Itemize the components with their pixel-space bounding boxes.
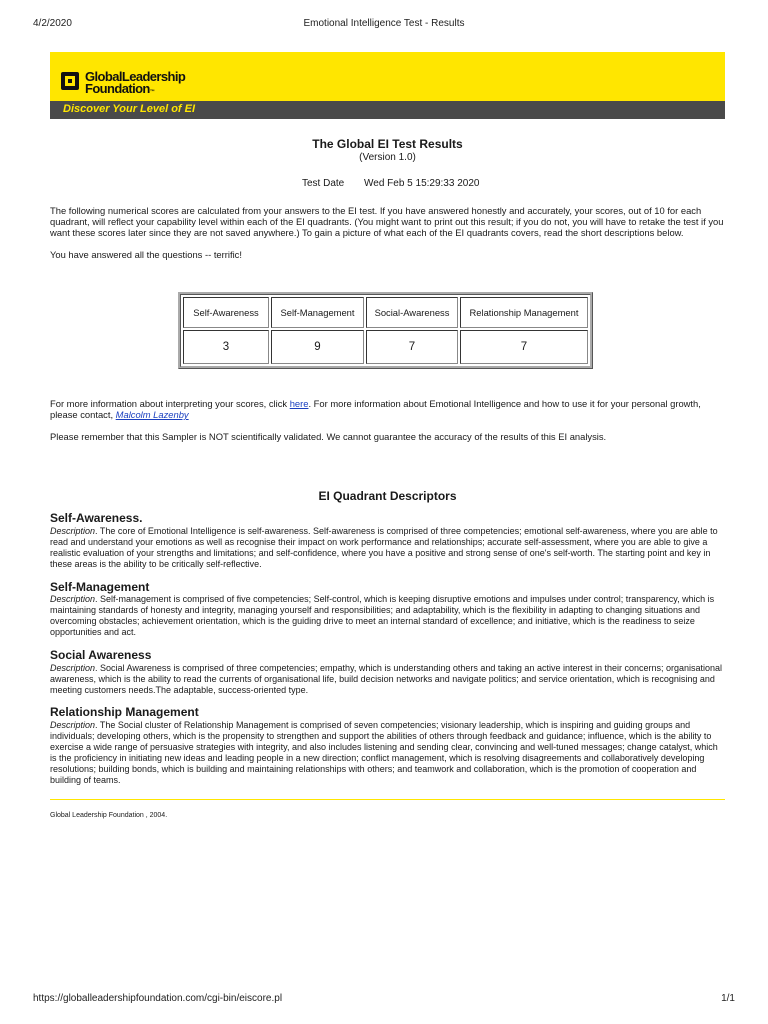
section-heading: Self-Awareness. [50,511,143,525]
descriptors-title: EI Quadrant Descriptors [318,489,457,503]
print-footer [33,993,735,1007]
interpret-scores-link[interactable]: here [289,398,309,409]
section-description: Description. The core of Emotional Intelligence is self-awareness. Self-awareness is comprised of three competencies; emotional self-awareness, where you are able to read and understand your emotions as well as recognise their impact on work performance and relationships; accurate self-assessment, where you are able to give a realistic evaluation of your strengths and limitations; and self-confidence, where you have a positive and strong sense of one's self-worth. The starting point and key in these areas is the ability to be critically self-reflective. [50,526,718,569]
test-date [302,178,479,189]
header-social-awareness: Social-Awareness [366,297,458,328]
print-url: https://globalleadershipfoundation.com/cgi-bin/eiscore.pl [33,993,283,1004]
disclaimer: Please remember that this Sampler is NOT scientifically validated. We cannot guarantee the accuracy of the results of this EI analysis. [50,431,607,442]
header-self-management: Self-Management [271,297,364,328]
section-heading: Self-Management [50,580,150,594]
header-relationship-management: Relationship Management [460,297,588,328]
logo-square-icon [61,72,79,90]
more-info-paragraph: For more information about interpreting your scores, click here. For more information about Emotional Intelligence and how to use it for your personal growth, please contact, Malcolm Lazenby [50,398,701,420]
description-label: Description [50,663,96,673]
description-label: Description [50,720,96,730]
print-date: 4/2/2020 [33,18,72,29]
test-date-value: Wed Feb 5 15:29:33 2020 [364,178,480,189]
scores-value-row [183,330,588,364]
test-date-label: Test Date [302,178,345,189]
version-label: (Version 1.0) [359,152,416,163]
section-description: Description. Self-management is comprised of five competencies; Self-control, which is keeping disruptive emotions and impulses under control; transparency, which is maintaining standards of honesty and integrity, managing yourself and responsibilities; and adaptability, which is the flexibility in adapting to changing situations and overcoming obstacles; achievement orientation, which is the guiding drive to meet an internal standard of excellence; and initiative, which is the readiness to seize opportunities and act. [50,594,715,637]
header-self-awareness: Self-Awareness [183,297,269,328]
score-social-awareness: 7 [366,330,458,364]
scores-table [178,292,593,369]
page-number: 1/1 [721,993,735,1004]
section-heading: Social Awareness [50,648,152,662]
section-description: Description. Social Awareness is comprised of three competencies; empathy, which is understanding others and taking an active interest in their concerns; organisational awareness, which is the ability to read the currents of organisational life, build decision networks and navigate politics; and service orientation, which is recognising and meeting customers needs.The adaptable, success-oriented type. [50,663,723,695]
print-header [33,18,735,32]
scores-header-row [183,297,588,328]
print-title: Emotional Intelligence Test - Results [303,18,465,29]
tagline-bar [50,101,725,119]
copyright: Global Leadership Foundation , 2004. [50,812,168,819]
divider [50,799,725,800]
tagline: Discover Your Level of EI [63,103,196,115]
section-description: Description. The Social cluster of Relationship Management is comprised of seven competencies; visionary leadership, which is inspiring and guiding groups and individuals; developing others, which is the propensity to strengthen and support the abilities of others through feedback and guidance; influence, which is the ability to exercise a wide range of persuasive strategies with integrity, and also includes listening and sending clear, convincing and well-tuned messages; change catalyst, which is the proficiency in initiating new ideas and leading people in a new direction; conflict management, which is resolving disagreements and collaboratively developing resolutions; building bonds, which is building and maintaining relationships with others; and teamwork and collaboration, which is the promotion of cooperation and building of teams. [50,720,718,785]
results-title: The Global EI Test Results [312,137,463,151]
score-self-awareness: 3 [183,330,269,364]
description-label: Description [50,594,96,604]
header-banner [50,52,725,119]
section-heading: Relationship Management [50,705,199,719]
score-relationship-management: 7 [460,330,588,364]
contact-link[interactable]: Malcolm Lazenby [115,409,189,420]
answered-message: You have answered all the questions -- terrific! [50,249,242,260]
score-self-management: 9 [271,330,364,364]
logo-text: GlobalLeadership Foundation™ [85,69,186,96]
description-label: Description [50,526,96,536]
intro-paragraph: The following numerical scores are calculated from your answers to the EI test. If you have answered honestly and accurately, your scores, out of 10 for each quadrant, will reflect your capability level within each of the EI quadrants. (You might want to print out this result; if you do not, you will have to retake the test if you want these scores later since they are not saved anywhere.) To gain a picture of what each of the EI quadrants covers, read the short descriptions below. [50,205,724,238]
